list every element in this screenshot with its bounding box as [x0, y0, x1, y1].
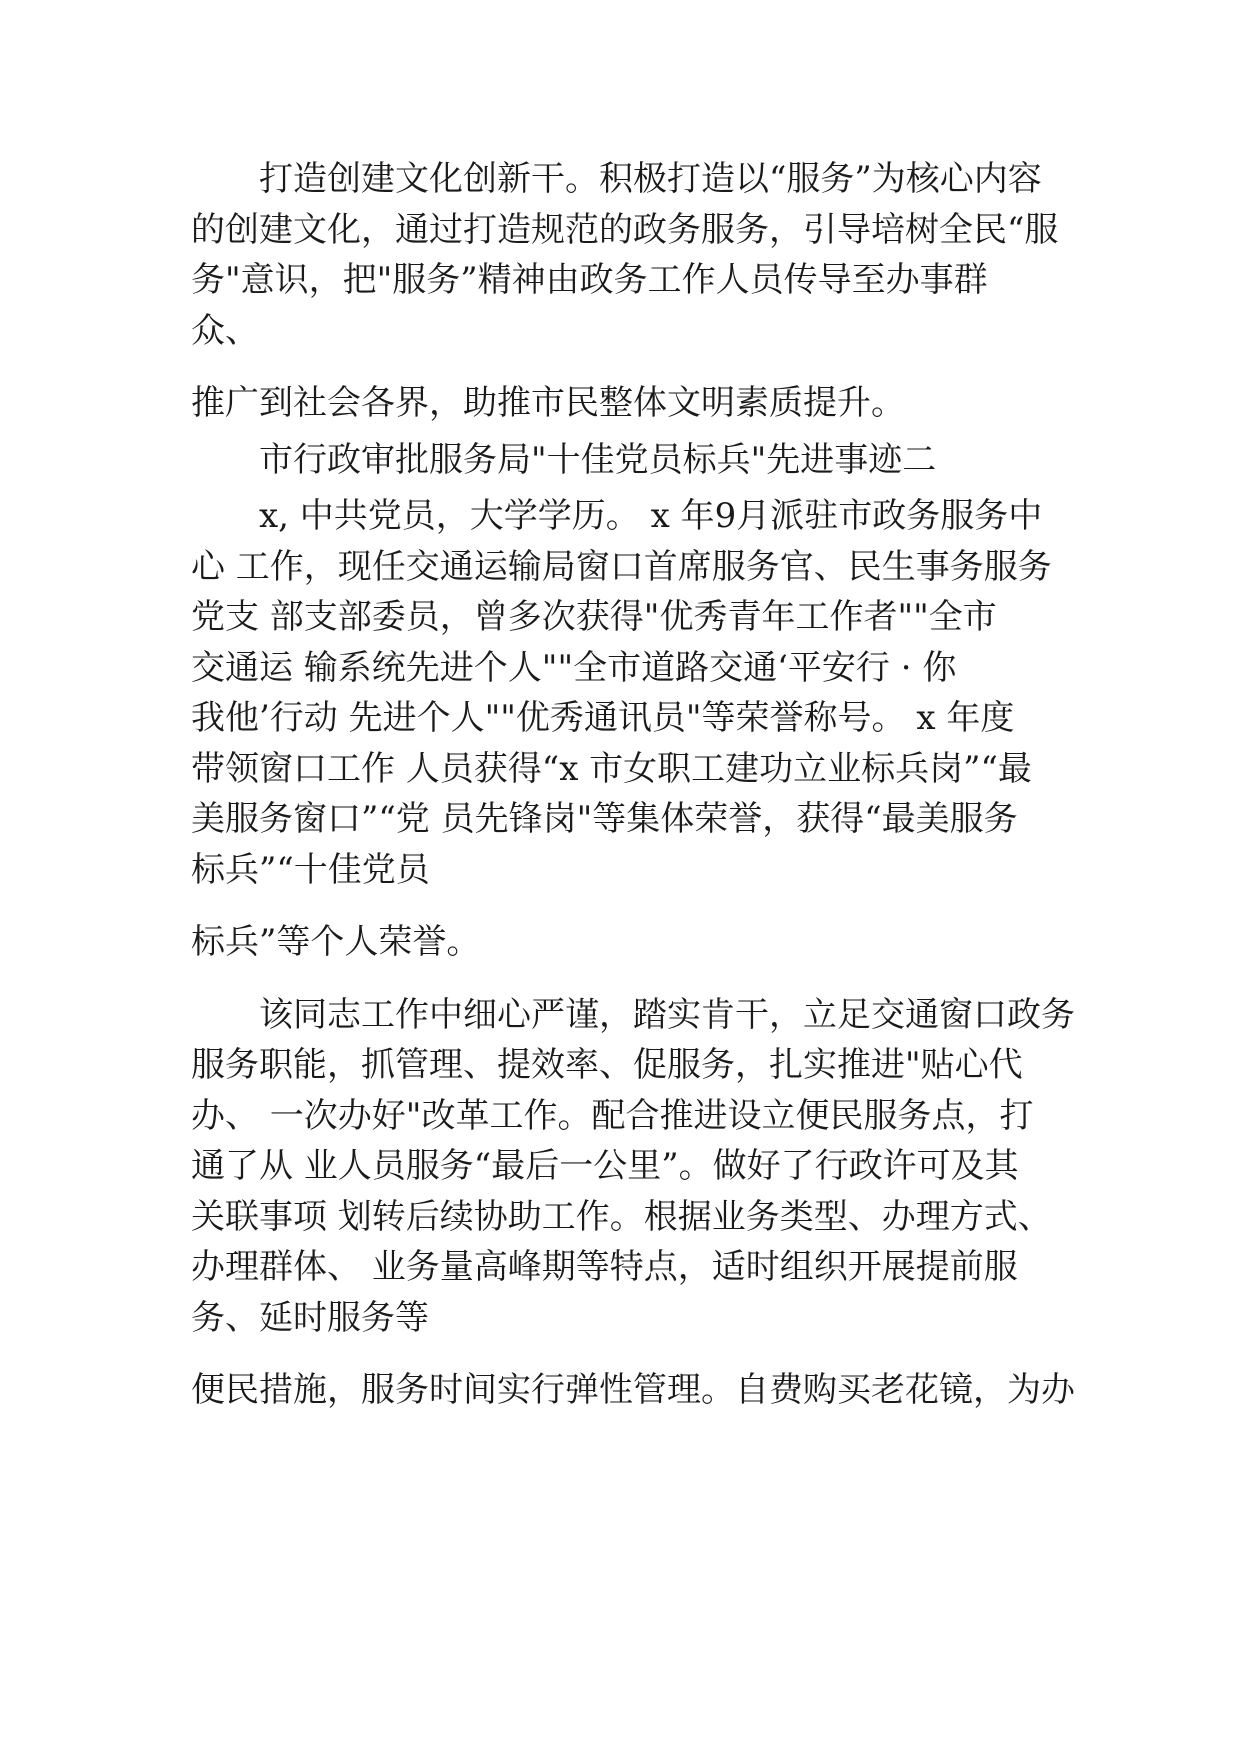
text-line: 打造创建文化创新干。积极打造以“服务”为核心内容	[259, 159, 1042, 199]
text-line: 务、延时服务等	[191, 1297, 429, 1338]
paragraph-promotion	[191, 378, 1071, 429]
text-line: 便民措施，服务时间实行弹性管理。自费购买老花镜，为办	[191, 1370, 1075, 1410]
text-line: 通了从 业人员服务“最后一公里”。做好了行政许可及其	[191, 1146, 1019, 1186]
paragraph-culture	[191, 154, 1071, 356]
text-line: 办、 一次办好"改革工作。配合推进设立便民服务点，打	[191, 1095, 1034, 1136]
text-line: 务"意识，把"服务”精神由政务工作人员传导至办事群	[191, 260, 988, 300]
text-line: 标兵”“十佳党员	[191, 849, 430, 890]
paragraph-measures	[191, 1365, 1075, 1416]
paragraph-honors	[191, 917, 1071, 968]
document-body	[191, 154, 1075, 1416]
text-line: 党支 部支部委员，曾多次获得"优秀青年工作者""全市	[191, 597, 997, 637]
text-line: 众、	[191, 310, 259, 351]
text-line: 交通运 输系统先进个人""全市道路交通‘平安行 · 你	[191, 647, 957, 688]
text-line: 办理群体、 业务量高峰期等特点，适时组织开展提前服	[191, 1247, 1018, 1287]
text-line: 的创建文化，通过打造规范的政务服务，引导培树全民“服	[191, 209, 1059, 250]
text-line: 我他’行动 先进个人""优秀通讯员"等荣誉称号。 x 年度	[191, 698, 1015, 738]
section-heading	[191, 435, 1071, 486]
text-line: 服务职能，抓管理、提效率、促服务，扎实推进"贴心代	[191, 1045, 1023, 1085]
text-line: 标兵”等个人荣誉。	[191, 922, 481, 962]
text-line: 心 工作，现任交通运输局窗口首席服务官、民生事务服务	[191, 546, 1052, 587]
text-line: 带领窗口工作 人员获得“x 市女职工建功立业标兵岗”“最	[191, 748, 1032, 789]
paragraph-work	[191, 990, 1075, 1344]
text-line: 美服务窗口”“党 员先锋岗"等集体荣誉，获得“最美服务	[191, 799, 1018, 839]
text-line: 关联事项 划转后续协助工作。根据业务类型、办理方式、	[191, 1196, 1052, 1237]
text-line: 该同志工作中细心严谨，踏实肯干，立足交通窗口政务	[259, 994, 1075, 1035]
text-line: 推广到社会各界，助推市民整体文明素质提升。	[191, 383, 905, 423]
text-line: x, 中共党员，大学学历。 x 年9月派驻市政务服务中	[259, 496, 1043, 536]
paragraph-profile	[191, 491, 1071, 895]
heading-text: 市行政审批服务局"十佳党员标兵"先进事迹二	[259, 439, 937, 480]
